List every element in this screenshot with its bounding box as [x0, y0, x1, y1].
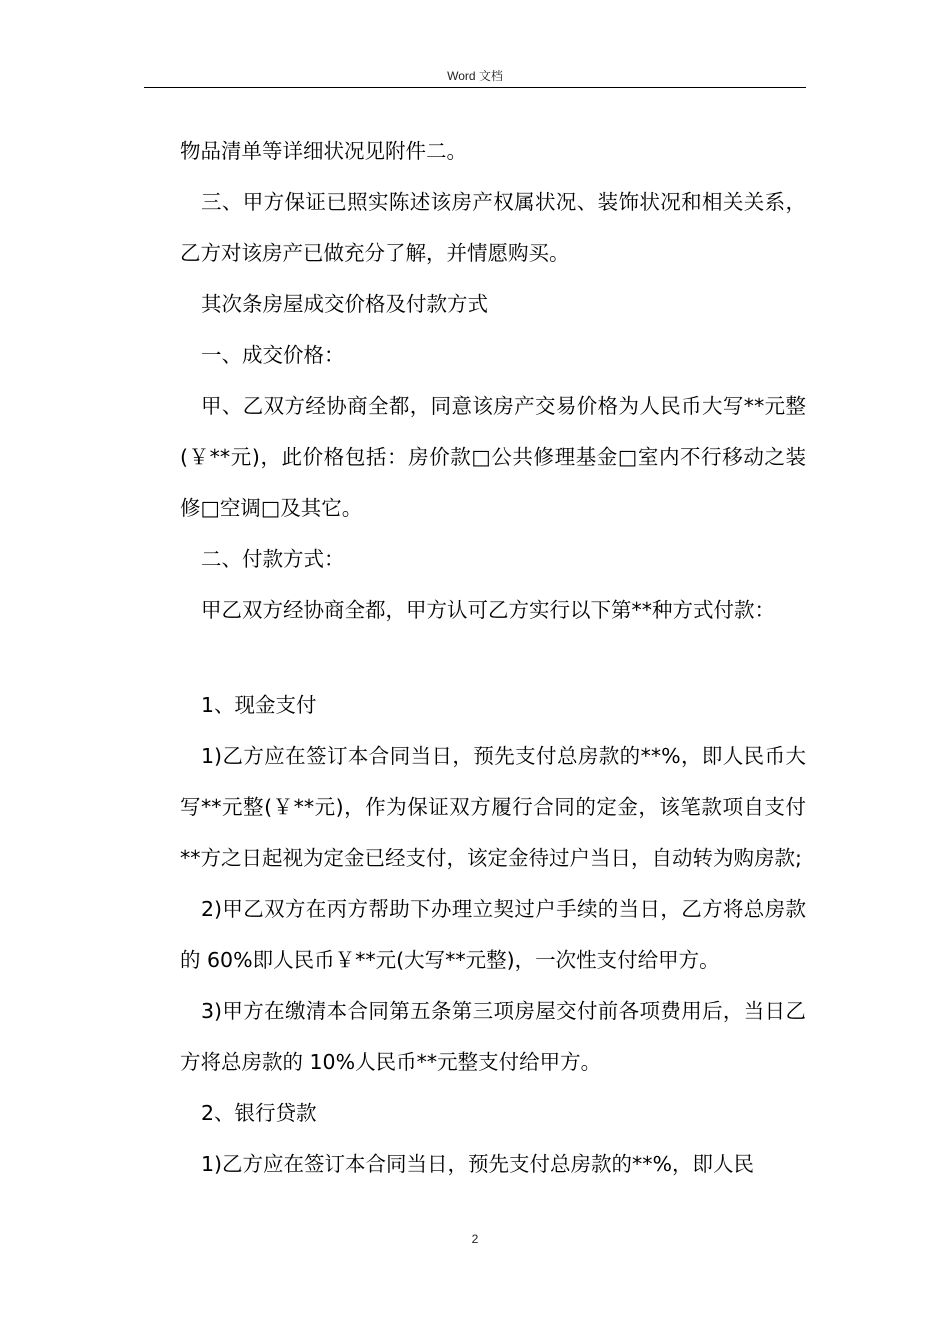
list-item-cash-transfer: 2)甲乙双方在丙方帮助下办理立契过户手续的当日，乙方将总房款的 60%即人民币￥**元(大写**元整)，一次性支付给甲方。 — [180, 897, 806, 972]
paragraph-price-agreement: 甲、乙双方经协商全都，同意该房产交易价格为人民币大写**元整(￥**元)，此价格包括：房价款□公共修理基金□室内不行移动之装修□空调□及其它。 — [180, 394, 806, 520]
subheading-payment-method: 二、付款方式： — [201, 547, 345, 571]
list-item-cash-deposit: 1)乙方应在签订本合同当日，预先支付总房款的**%，即人民币大写**元整(￥**元)，作为保证双方履行合同的定金，该笔款项自支付**方之日起视为定金已经支付，该定金待过户当日，自动转为购房款; — [180, 744, 806, 870]
list-item-loan-deposit: 1)乙方应在签订本合同当日，预先支付总房款的**%，即人民 — [201, 1152, 755, 1176]
blank-line — [180, 636, 806, 680]
section-heading-price-payment: 其次条房屋成交价格及付款方式 — [201, 292, 488, 316]
paragraph-continuation: 物品清单等详细状况见附件二。 — [180, 139, 467, 163]
subheading-transaction-price: 一、成交价格： — [201, 343, 345, 367]
paragraph-clause-three: 三、甲方保证已照实陈述该房产权属状况、装饰状况和相关关系，乙方对该房产已做充分了解，并情愿购买。 — [180, 190, 806, 265]
header-title: Word 文档 — [447, 69, 503, 83]
subheading-bank-loan: 2、银行贷款 — [201, 1101, 317, 1125]
header-divider — [144, 87, 806, 88]
paragraph-payment-choice: 甲乙双方经协商全都，甲方认可乙方实行以下第**种方式付款： — [201, 598, 775, 622]
list-item-cash-final: 3)甲方在缴清本合同第五条第三项房屋交付前各项费用后，当日乙方将总房款的 10%人民币**元整支付给甲方。 — [180, 999, 806, 1074]
document-body — [180, 126, 806, 1190]
page-number: 2 — [471, 1232, 479, 1246]
subheading-cash-payment: 1、现金支付 — [201, 693, 317, 717]
